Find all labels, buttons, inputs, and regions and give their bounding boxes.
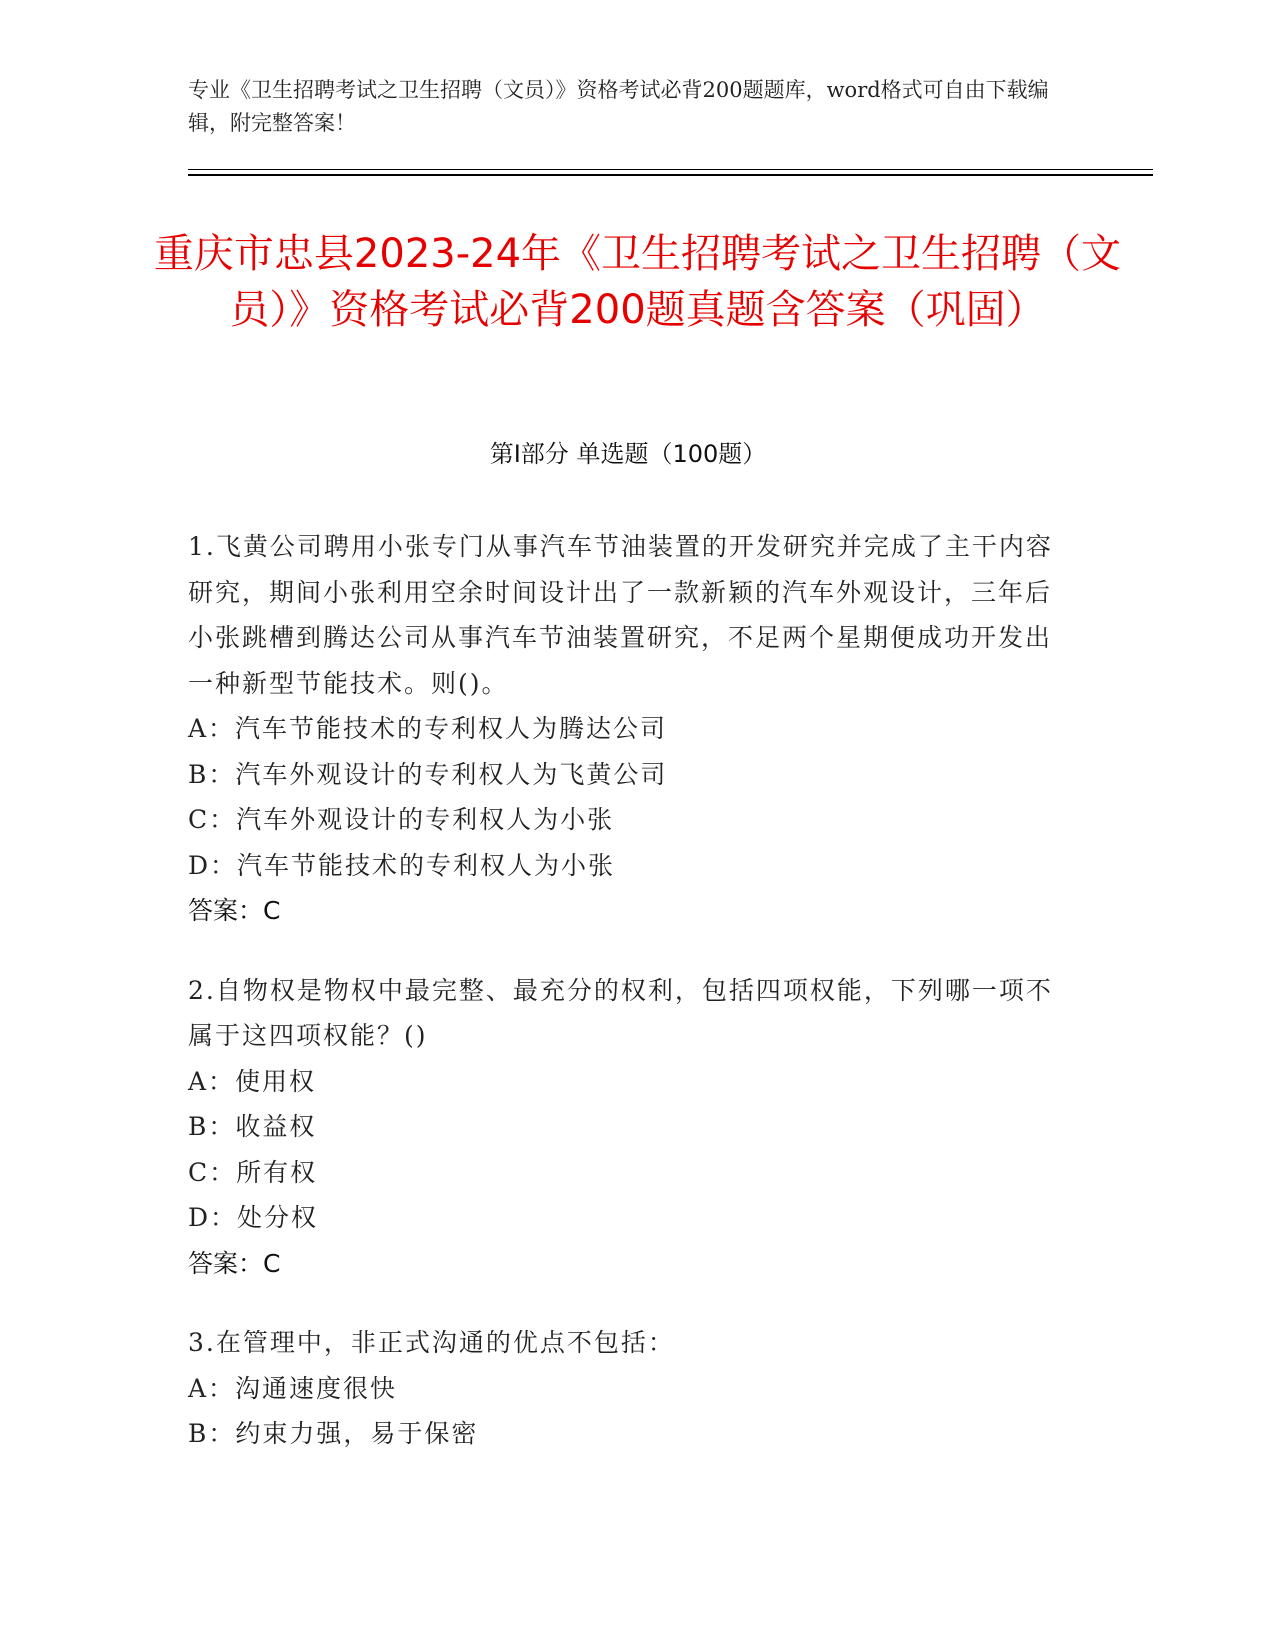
option-d: D：处分权: [188, 1203, 319, 1232]
option-c: C：所有权: [188, 1157, 318, 1187]
answer: 答案：C: [188, 896, 281, 925]
question-text: 1.飞黄公司聘用小张专门从事汽车节油装置的开发研究并完成了主干内容研究，期间小张利用空余时间设计出了一款新颖的汽车外观设计，三年后小张跳槽到腾达公司从事汽车节油装置研究，不足两个星期便成功开发出一种新型节能技术。则()。: [188, 532, 1053, 698]
header-divider-thin: [188, 169, 1153, 170]
option-b: B：收益权: [188, 1112, 317, 1141]
option-a: A：沟通速度很快: [188, 1373, 398, 1403]
header-note: 专业《卫生招聘考试之卫生招聘（文员）》资格考试必背200题题库，word格式可自由下载编辑，附完整答案！: [188, 78, 1049, 135]
header-divider-thick: [188, 174, 1153, 176]
option-a: A：使用权: [188, 1066, 317, 1096]
question-3: [188, 1320, 1068, 1457]
question-2: [188, 968, 1068, 1287]
question-1: [188, 524, 1068, 934]
option-d: D：汽车节能技术的专利权人为小张: [188, 850, 616, 880]
option-c: C：汽车外观设计的专利权人为小张: [188, 805, 615, 834]
question-text: 2.自物权是物权中最完整、最充分的权利，包括四项权能，下列哪一项不属于这四项权能？(): [188, 975, 1053, 1050]
option-b: B：约束力强，易于保密: [188, 1419, 479, 1448]
section-title: 第I部分 单选题（100题）: [489, 440, 767, 468]
option-b: B：汽车外观设计的专利权人为飞黄公司: [188, 759, 668, 789]
document-title: 重庆市忠县2023-24年《卫生招聘考试之卫生招聘（文员）》资格考试必背200题真题含答案（巩固）: [153, 231, 1122, 333]
question-text: 3.在管理中，非正式沟通的优点不包括：: [188, 1328, 675, 1357]
option-a: A：汽车节能技术的专利权人为腾达公司: [188, 714, 668, 743]
question-list: [188, 524, 1068, 1491]
answer: 答案：C: [188, 1248, 281, 1278]
